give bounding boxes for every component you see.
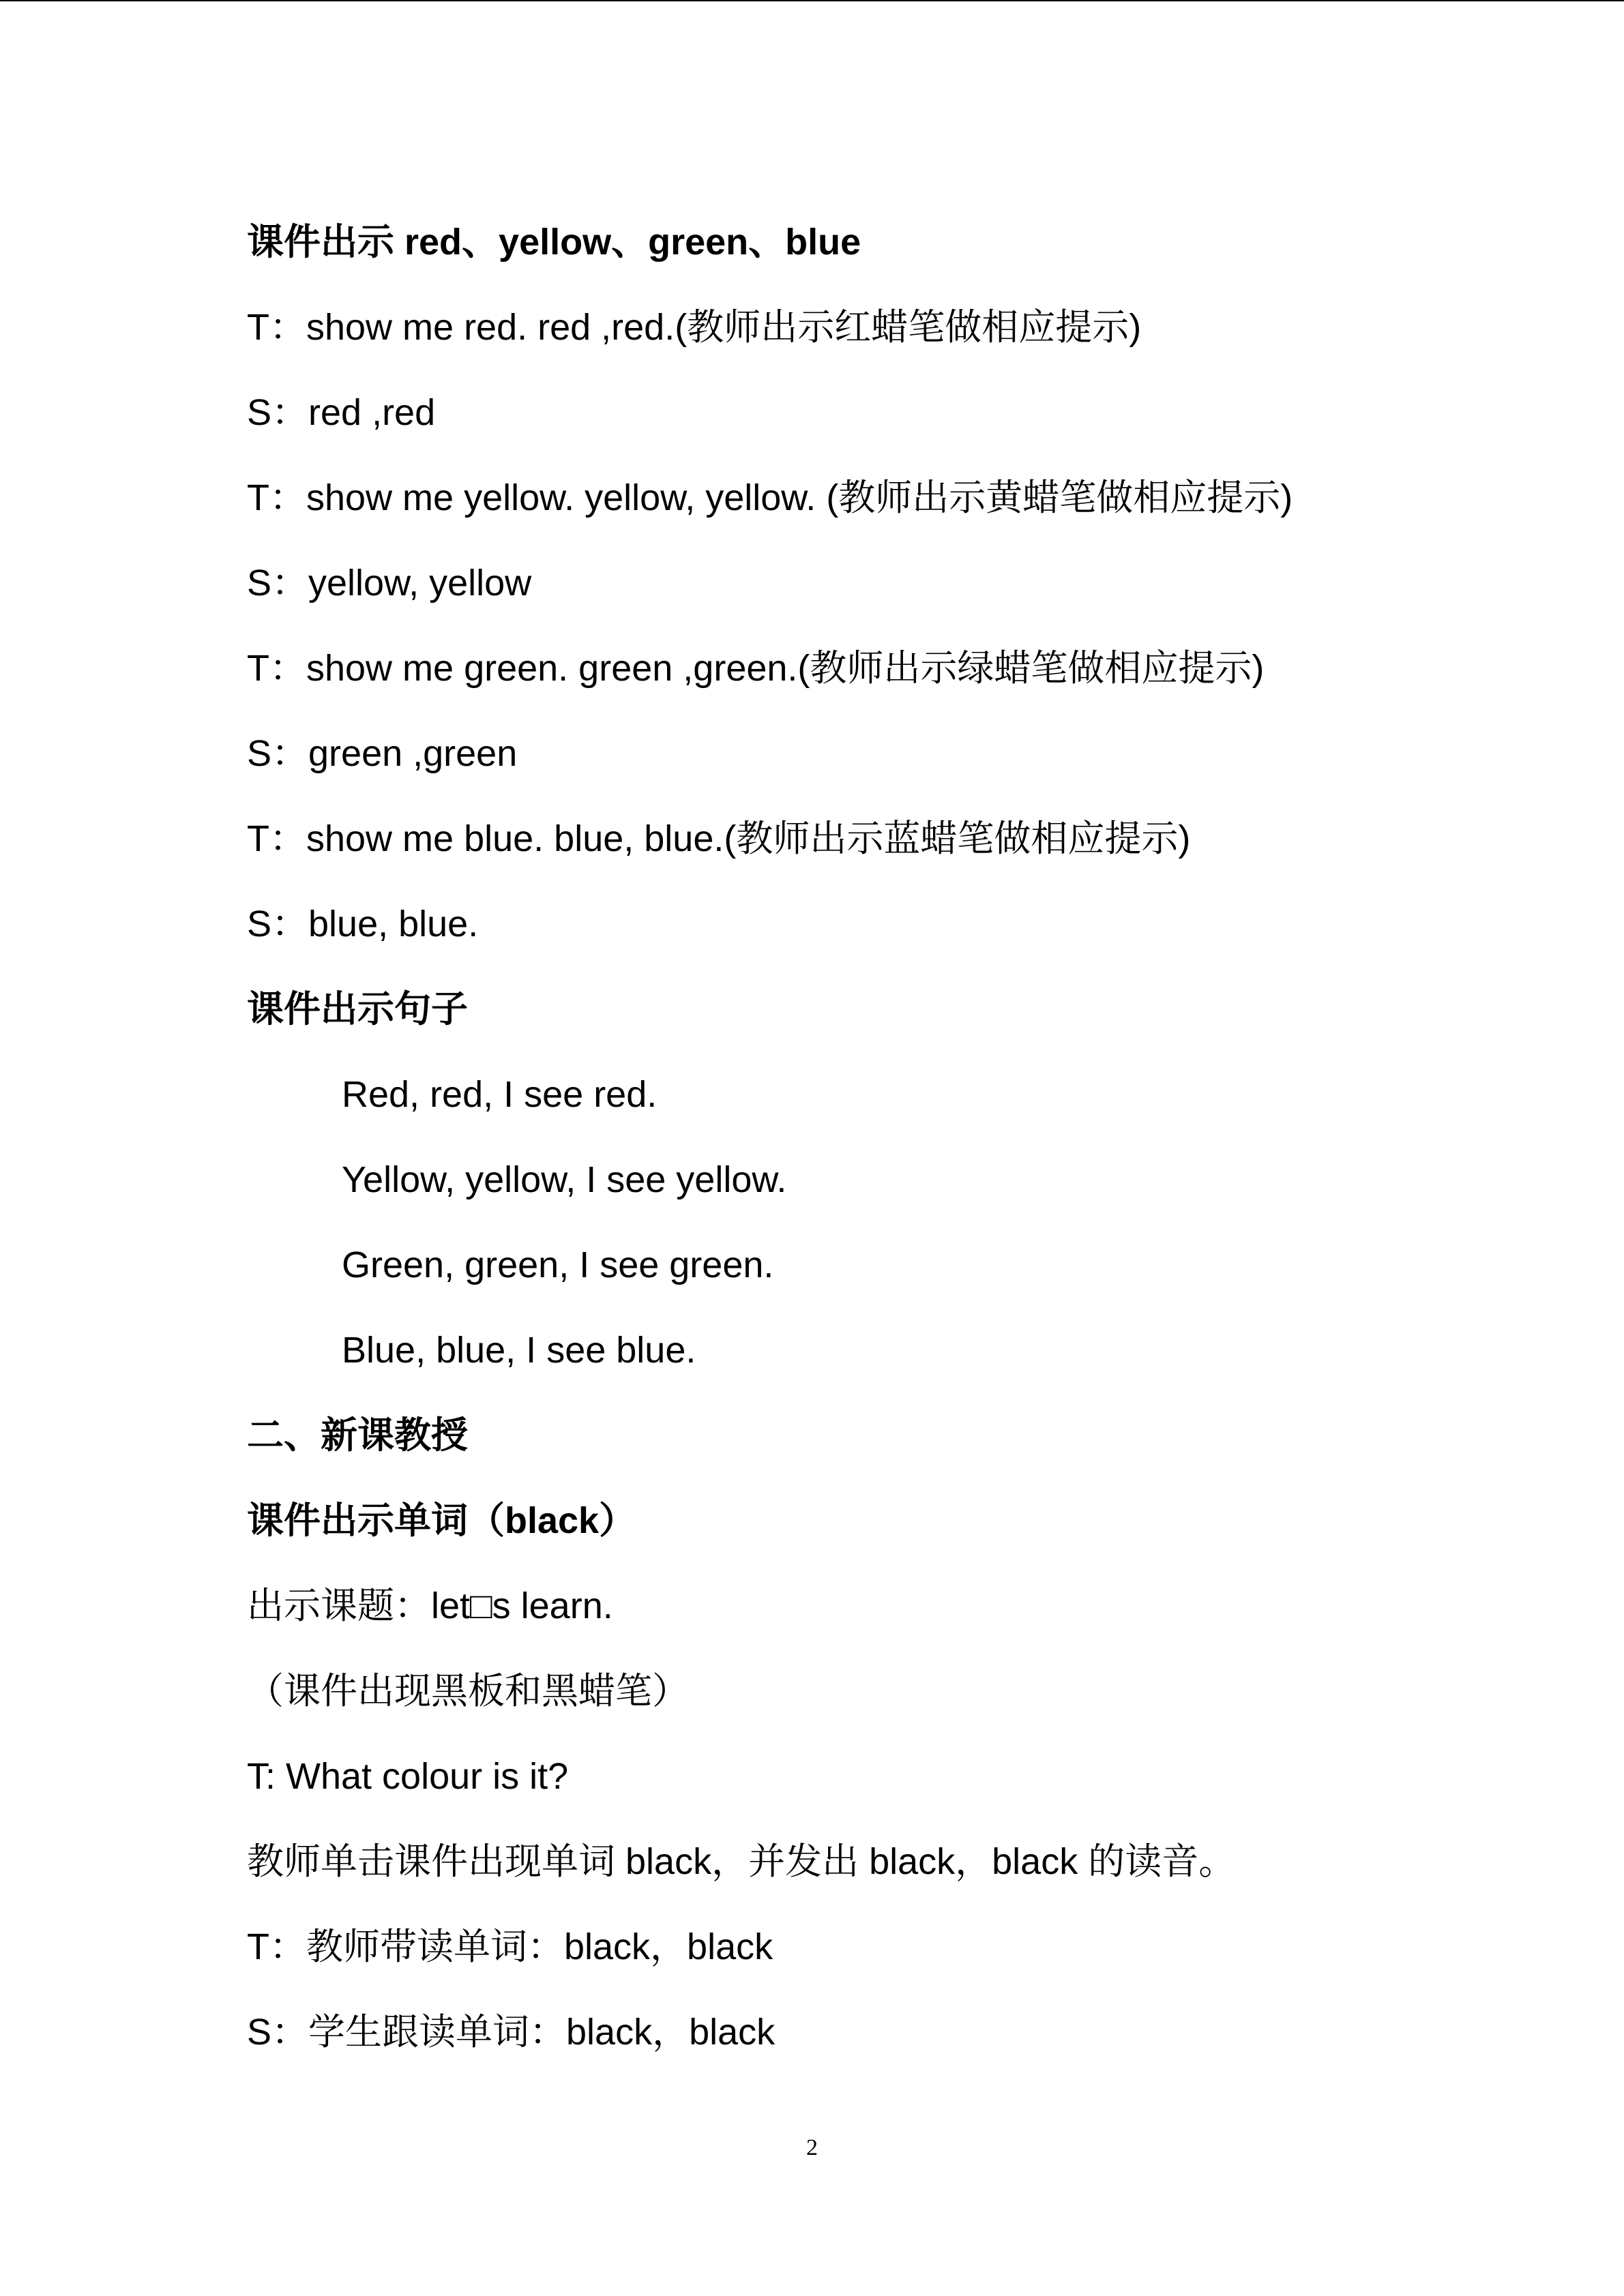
dialogue-line: T：show me green. green ,green.(教师出示绿蜡笔做相应提示) xyxy=(247,648,1265,689)
courseware-note: （课件出现黑板和黑蜡笔） xyxy=(247,1671,689,1712)
dialogue-line: T：教师带读单词：black，black xyxy=(247,1926,773,1967)
dialogue-line: T：show me blue. blue, blue.(教师出示蓝蜡笔做相应提示) xyxy=(247,818,1191,859)
courseware-sentences-heading: 课件出示句子 xyxy=(247,989,468,1030)
dialogue-line: S：yellow, yellow xyxy=(247,563,532,603)
sentence-line: Green, green, I see green. xyxy=(342,1244,774,1285)
section-heading: 二、新课教授 xyxy=(247,1415,468,1456)
courseware-colors-heading: 课件出示 red、yellow、green、blue xyxy=(247,222,861,263)
document-body xyxy=(247,213,1475,2089)
dialogue-line: S：green ,green xyxy=(247,733,518,774)
dialogue-line: S：red ,red xyxy=(247,392,436,433)
dialogue-line: T: What colour is it? xyxy=(247,1756,569,1797)
sentence-line: Blue, blue, I see blue. xyxy=(342,1330,696,1371)
dialogue-line: S：blue, blue. xyxy=(247,904,479,944)
courseware-word-heading: 课件出示单词（black） xyxy=(247,1500,636,1541)
dialogue-line: T：show me yellow. yellow, yellow. (教师出示黄蜡笔做相应提示) xyxy=(247,477,1293,518)
dialogue-line: S：学生跟读单词：black，black xyxy=(247,2012,776,2053)
page-number: 2 xyxy=(806,2135,818,2160)
sentence-line: Yellow, yellow, I see yellow. xyxy=(342,1159,787,1200)
instruction-line: 教师单击课件出现单词 black，并发出 black，black 的读音。 xyxy=(247,1841,1236,1882)
lesson-title-line: 出示课题：let□s learn. xyxy=(247,1585,613,1626)
sentence-line: Red, red, I see red. xyxy=(342,1074,658,1115)
dialogue-line: T：show me red. red ,red.(教师出示红蜡笔做相应提示) xyxy=(247,307,1142,348)
